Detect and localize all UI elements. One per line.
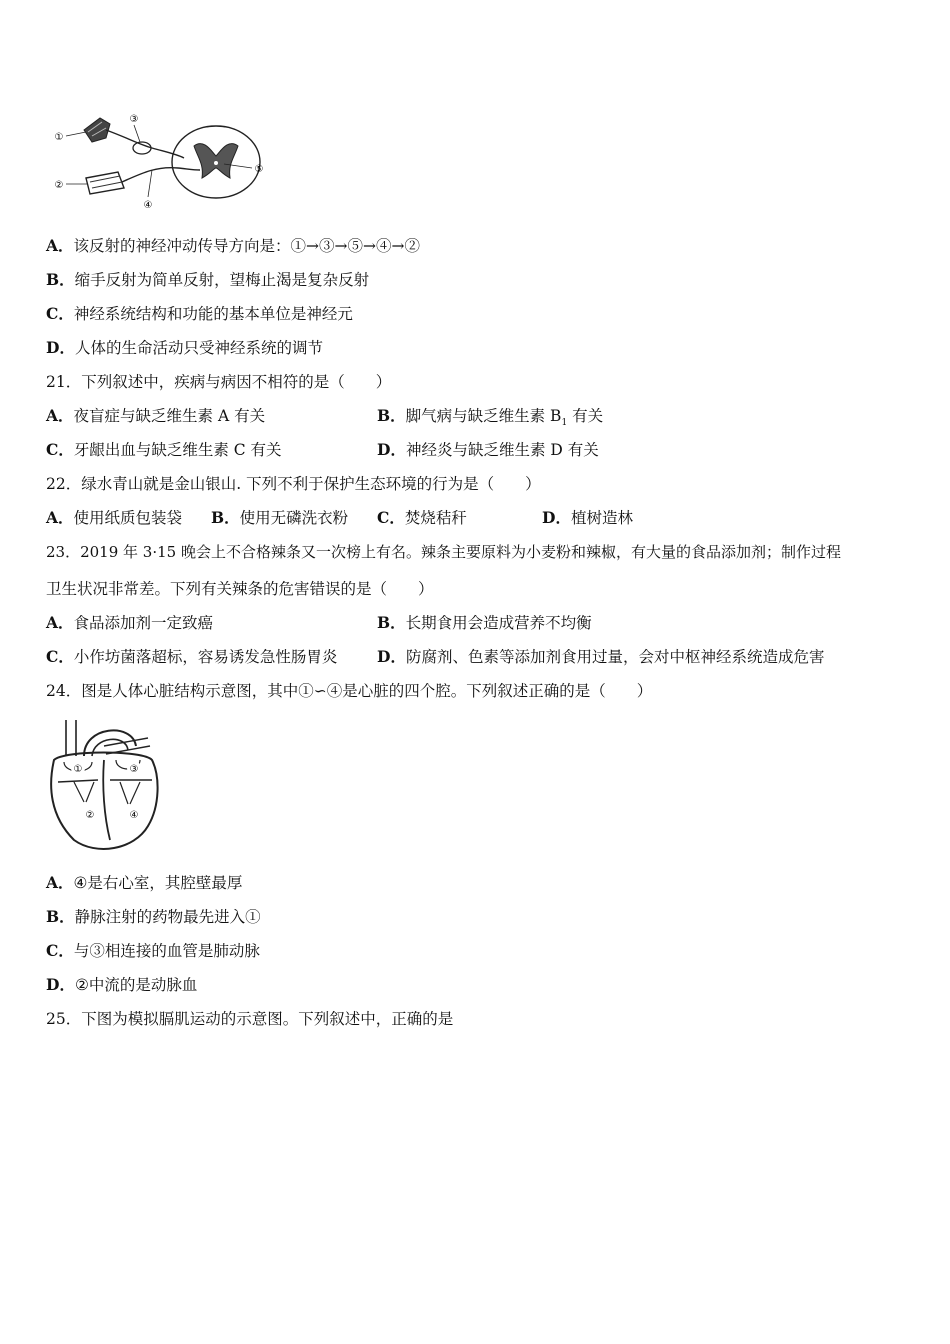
svg-text:①: ① [73,764,83,775]
q21-stem: 21．下列叙述中，疾病与病因不相符的是（ ） [46,373,392,391]
q24-option-b: B．静脉注射的药物最先进入① [46,907,261,926]
q21-option-d: D．神经炎与缺乏维生素 D 有关 [377,440,599,459]
chamber-label-2 [83,807,97,821]
q23-option-a: A．食品添加剂一定致癌 [46,613,214,632]
q23-option-b: B．长期食用会造成营养不均衡 [377,613,592,632]
q23-option-d: D．防腐剂、色素等添加剂食用过量，会对中枢神经系统造成危害 [377,647,825,666]
svg-text:④: ④ [143,200,153,211]
label-4 [141,170,155,211]
vena-cava [66,720,76,756]
reflex-arc-figure [48,108,274,216]
q22-option-a: A．使用纸质包装袋 [46,508,183,527]
svg-text:①: ① [54,132,64,143]
efferent-nerve [122,168,200,182]
label-2 [52,177,88,191]
label-3 [127,111,141,142]
svg-text:④: ④ [129,810,139,821]
q23-option-c: C．小作坊菌落超标，容易诱发急性肠胃炎 [46,647,338,666]
effector-illustration [86,172,124,194]
svg-text:⑤: ⑤ [254,164,264,175]
q21-option-c: C．牙龈出血与缺乏维生素 C 有关 [46,440,282,459]
q24-stem: 24．图是人体心脏结构示意图，其中①∽④是心脏的四个腔。下列叙述正确的是（ ） [46,682,653,700]
q21-option-a: A．夜盲症与缺乏维生素 A 有关 [46,406,266,425]
q21-option-b: B．脚气病与缺乏维生素 $B_1$ 有关 [377,406,604,429]
q25-stem: 25．下图为模拟膈肌运动的示意图。下列叙述中，正确的是 [46,1010,454,1028]
q22-option-d: D．植树造林 [542,508,633,527]
spinal-cord-section [172,126,260,198]
q20-option-a: A．该反射的神经冲动传导方向是：①→③→⑤→④→② [46,236,420,255]
heart-structure-figure [44,716,166,856]
q22-stem: 22．绿水青山就是金山银山. 下列不利于保护生态环境的行为是（ ） [46,475,541,493]
svg-text:③: ③ [129,764,139,775]
chamber-label-1 [71,761,85,775]
label-1 [52,129,86,143]
q24-option-a: A．④是右心室，其腔壁最厚 [46,873,243,892]
q23-stem-line2: 卫生状况非常差。下列有关辣条的危害错误的是（ ） [46,580,434,598]
q20-option-b: B．缩手反射为简单反射，望梅止渴是复杂反射 [46,270,370,289]
q20-option-d: D．人体的生命活动只受神经系统的调节 [46,338,323,357]
ganglion [133,142,151,154]
q22-option-c: C．焚烧秸秆 [377,508,467,527]
q22-option-b: B．使用无磷洗衣粉 [211,508,349,527]
svg-text:③: ③ [129,114,139,125]
svg-text:②: ② [85,810,95,821]
q23-stem-line1: 23．2019 年 3·15 晚会上不合格辣条又一次榜上有名。辣条主要原料为小麦粉和辣椒，有大量的食品添加剂；制作过程 [46,543,841,561]
q24-option-d: D．②中流的是动脉血 [46,975,198,994]
svg-text:②: ② [54,180,64,191]
q24-option-c: C．与③相连接的血管是肺动脉 [46,941,260,960]
chamber-label-4 [127,807,141,821]
q20-option-c: C．神经系统结构和功能的基本单位是神经元 [46,304,353,323]
chamber-label-3 [127,761,141,775]
